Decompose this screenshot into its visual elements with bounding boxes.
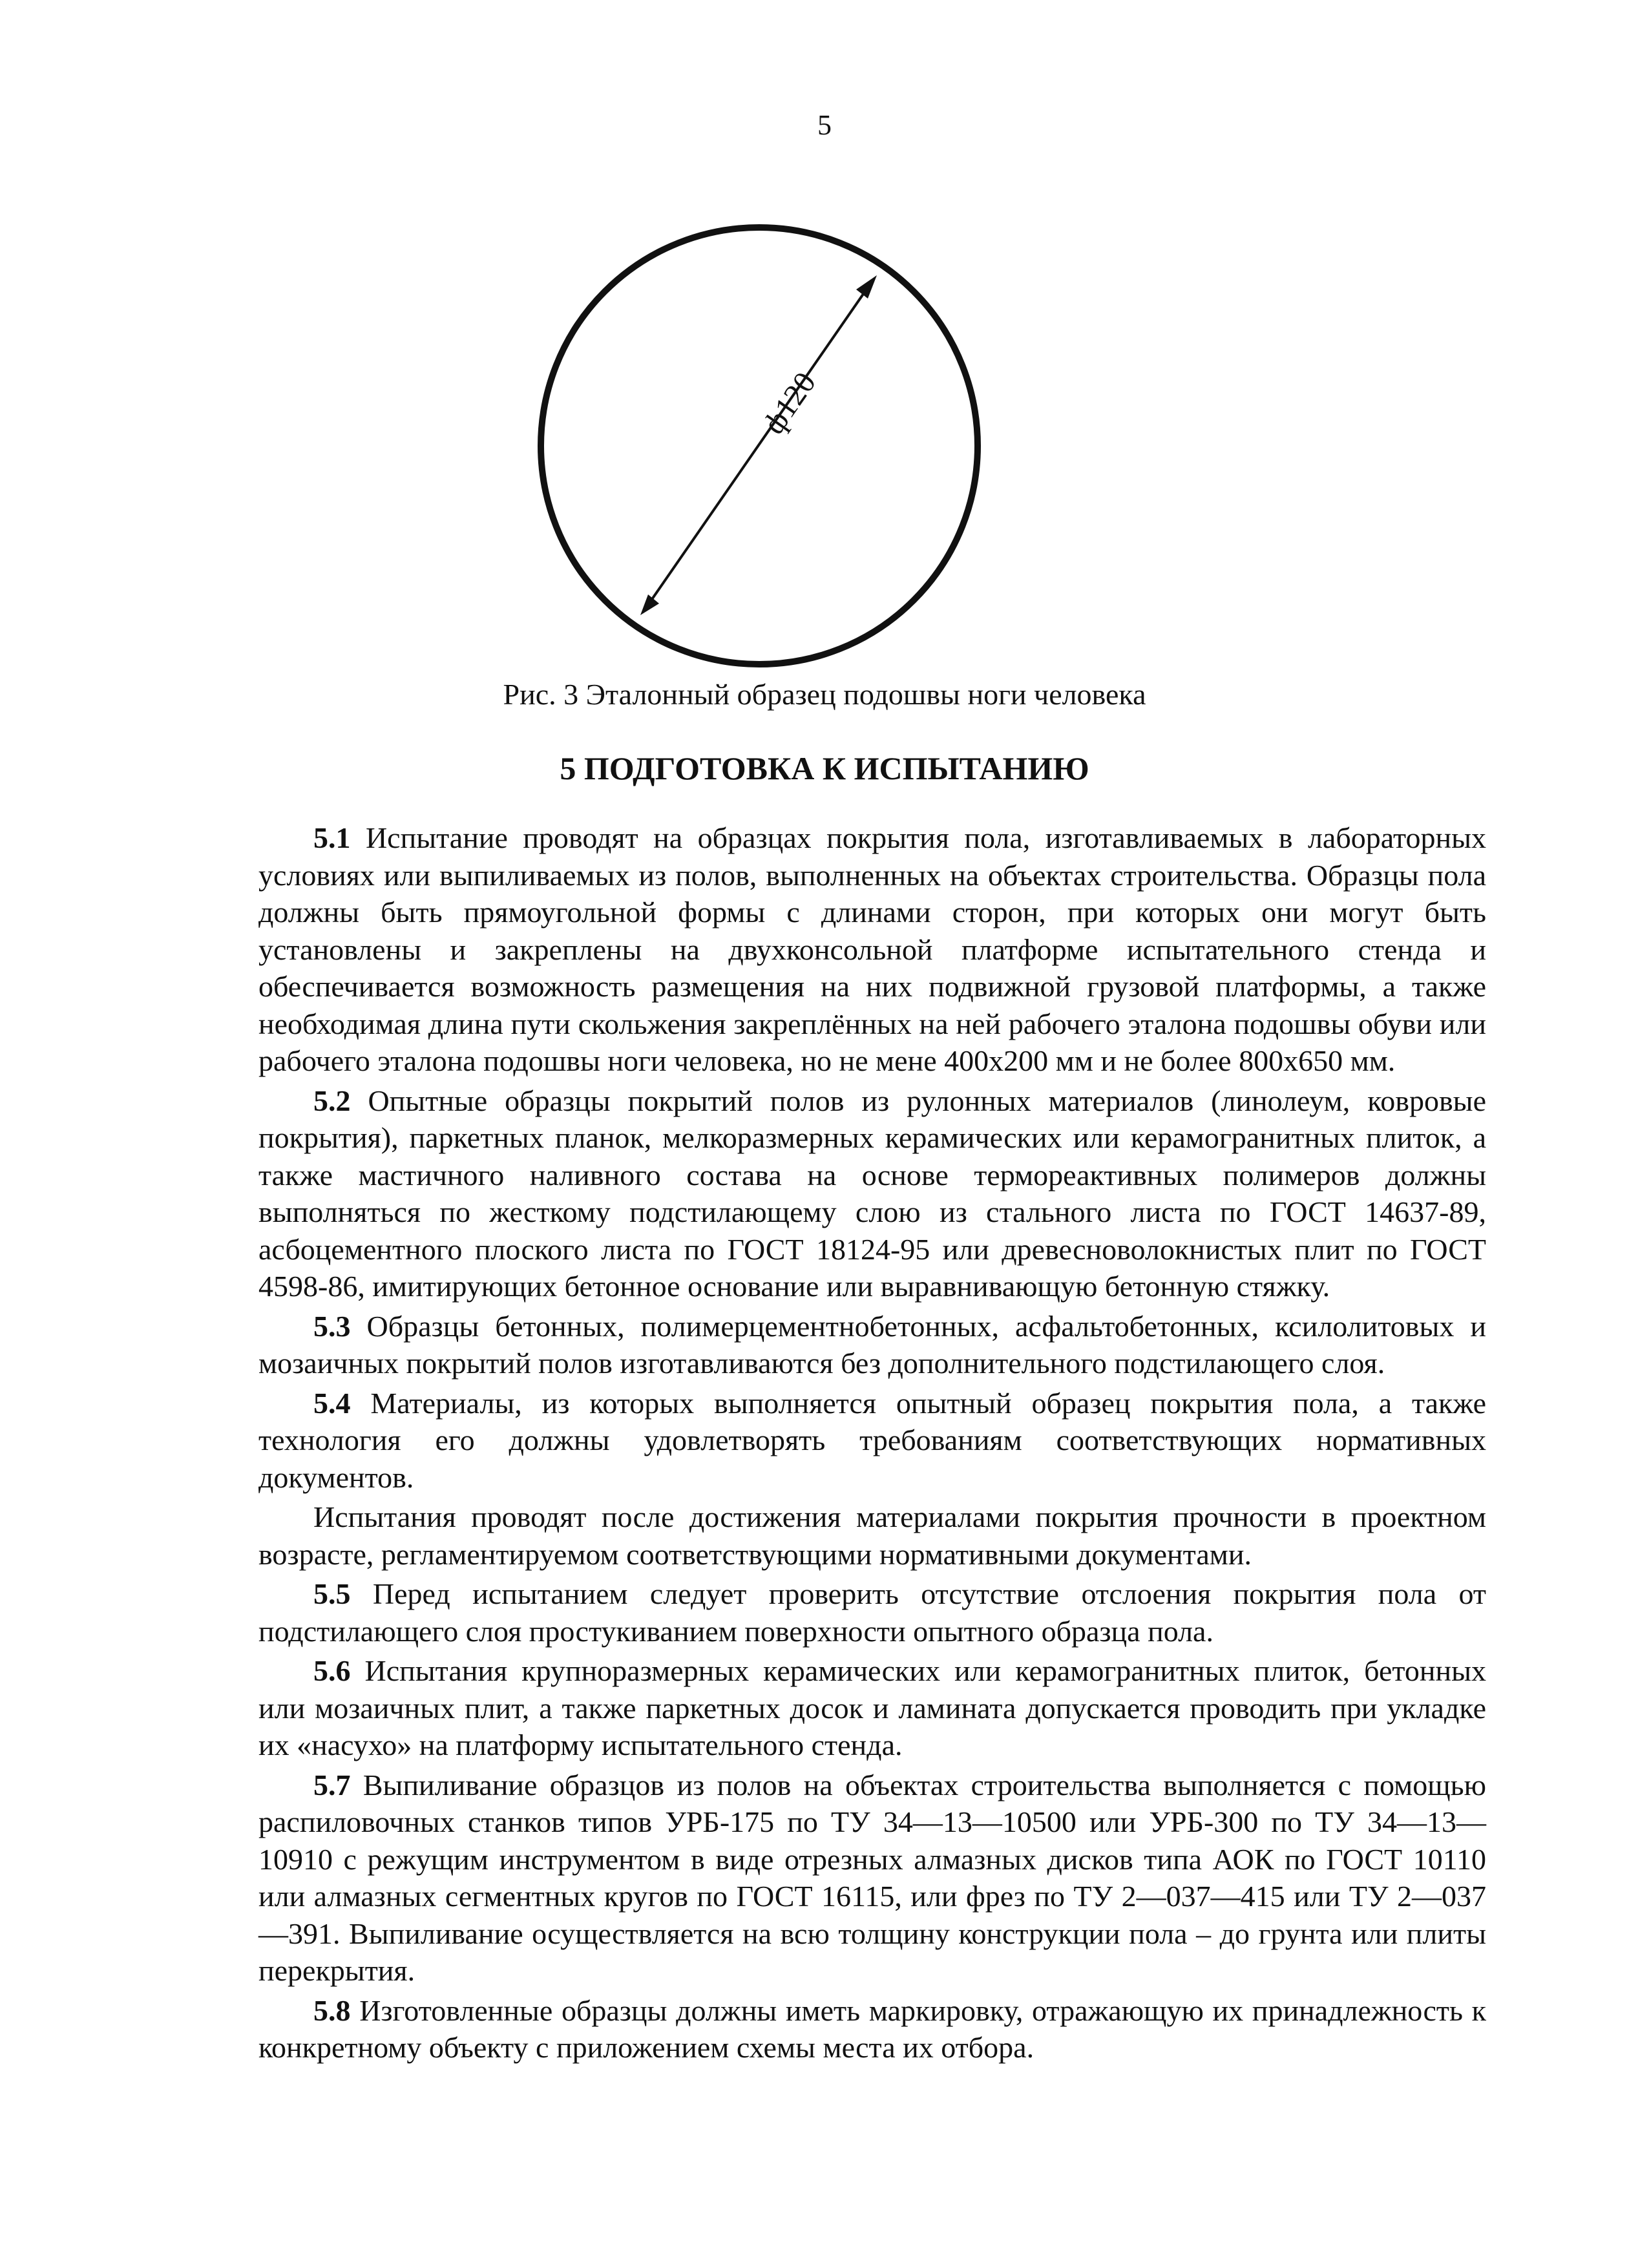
clause-text: Образцы бетонных, полимерцементнобетонных, асфальтобетонных, ксилолитовых и мозаичных покрытий полов изготавливаются без дополнительного подстилающего слоя. xyxy=(258,1309,1486,1380)
section-title: 5 ПОДГОТОВКА К ИСПЫТАНИЮ xyxy=(560,750,1089,786)
arrowhead-bottom xyxy=(640,594,659,615)
diameter-line xyxy=(648,286,869,605)
clause-number: 5.5 xyxy=(313,1577,351,1610)
clause-number: 5.6 xyxy=(313,1654,351,1687)
clause-text: Выпиливание образцов из полов на объектах строительства выполняется с помощью распиловочных станков типов УРБ-175 по ТУ 34—13—10500 или УРБ-300 по ТУ 34—13—10910 с режущим инструментом в виде отрезных алмазных дисков типа АОК по ГОСТ 10110 или алмазных сегментных кругов по ГОСТ 16115, или фрез по ТУ 2—037—415 или ТУ 2—037—391. Выпиливание осуществляется на всю толщину конструкции пола – до грунта или плиты перекрытия. xyxy=(258,1768,1486,1987)
paragraph-5-6 xyxy=(258,1652,1486,1764)
paragraph-5-5 xyxy=(258,1575,1486,1650)
clause-text: Материалы, из которых выполняется опытный образец покрытия пола, а также технология его должны удовлетворять требованиям соответствующих нормативных документов. xyxy=(258,1386,1486,1494)
clause-number: 5.8 xyxy=(313,1993,351,2027)
clause-number: 5.2 xyxy=(313,1084,351,1117)
clause-number: 5.3 xyxy=(313,1309,351,1343)
paragraph-5-4-note xyxy=(258,1498,1486,1573)
clause-number: 5.4 xyxy=(313,1386,351,1420)
paragraph-5-4 xyxy=(258,1385,1486,1496)
paragraph-5-1 xyxy=(258,819,1486,1080)
paragraph-5-8 xyxy=(258,1992,1486,2066)
clause-text: Испытания проводят после достижения материалами покрытия прочности в проектном возрасте, регламентируемом соответствующими нормативными документами. xyxy=(258,1500,1486,1571)
clause-number: 5.7 xyxy=(313,1768,351,1801)
paragraph-5-3 xyxy=(258,1308,1486,1382)
clause-text: Перед испытанием следует проверить отсутствие отслоения покрытия пола от подстилающего слоя простукиванием поверхности опытного образца пола. xyxy=(258,1577,1486,1648)
section-body xyxy=(258,819,1486,2069)
page-number: 5 xyxy=(817,109,832,141)
arrowhead-top xyxy=(856,275,877,299)
paragraph-5-7 xyxy=(258,1767,1486,1990)
clause-text: Испытания крупноразмерных керамических или керамогранитных плиток, бетонных или мозаичных плит, а также паркетных досок и ламината допускается проводить при укладке их «насухо» на платформу испытательного стенда. xyxy=(258,1654,1486,1761)
clause-text: Испытание проводят на образцах покрытия пола, изготавливаемых в лабораторных условиях или выпиливаемых из полов, выполненных на объектах строительства. Образцы пола должны быть прямоугольной формы с длинами сторон, при которых они могут быть установлены и закреплены на двухконсольной платформе испытательного стенда и обеспечивается возможность размещения на них подвижной грузовой платформы, а также необходимая длина пути скольжения закреплённых на ней рабочего эталона подошвы обуви или рабочего эталона подошвы ноги человека, но не мене 400х200 мм и не более 800х650 мм. xyxy=(258,821,1486,1077)
paragraph-5-2 xyxy=(258,1082,1486,1305)
clause-text: Изготовленные образцы должны иметь маркировку, отражающую их принадлежность к конкретному объекту с приложением схемы места их отбора. xyxy=(258,1993,1486,2064)
clause-text: Опытные образцы покрытий полов из рулонных материалов (линолеум, ковровые покрытия), паркетных планок, мелкоразмерных керамических или керамогранитных плиток, а также мастичного наливного состава на основе термореактивных полимеров должны выполняться по жесткому подстилающему слою из стального листа по ГОСТ 14637-89, асбоцементного плоского листа по ГОСТ 18124-95 или древесноволокнистых плит по ГОСТ 4598-86, имитирующих бетонное основание или выравнивающую бетонную стяжку. xyxy=(258,1084,1486,1303)
figure-caption: Рис. 3 Эталонный образец подошвы ноги человека xyxy=(503,678,1146,711)
reference-sole-circle-drawing xyxy=(527,213,992,678)
clause-number: 5.1 xyxy=(313,821,351,854)
diameter-label: ф120 xyxy=(756,366,823,441)
